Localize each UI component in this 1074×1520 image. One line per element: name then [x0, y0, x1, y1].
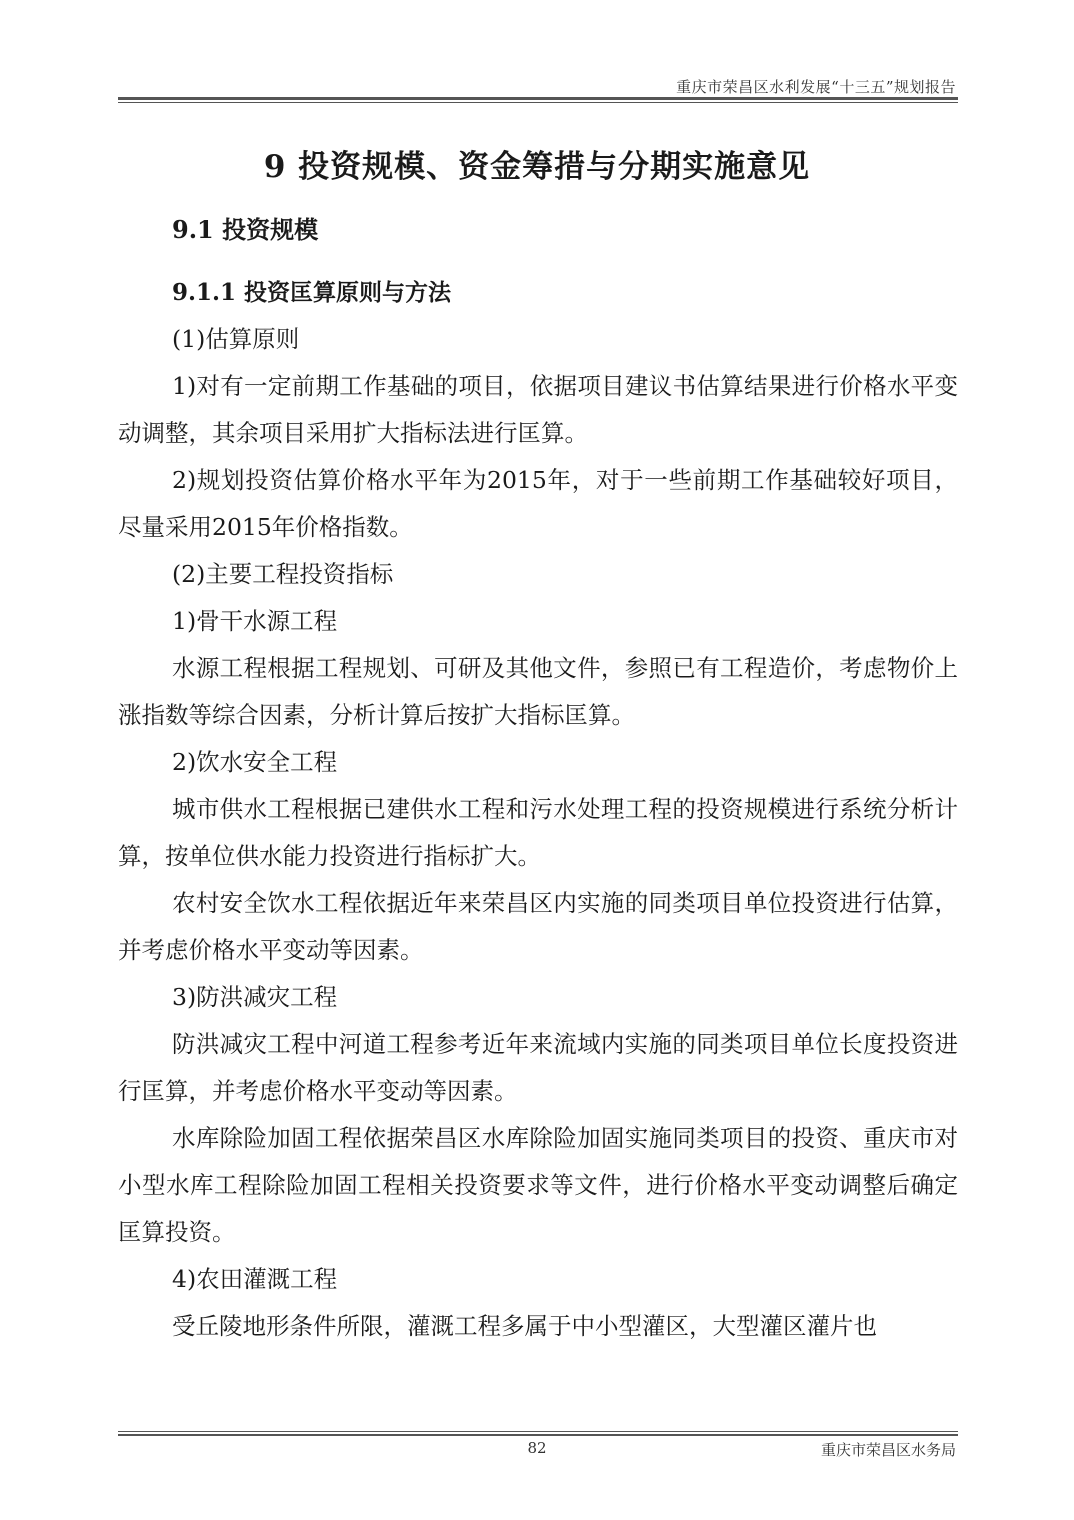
paragraph: (1)估算原则 [172, 325, 300, 353]
footer-rule-thick [118, 1434, 958, 1436]
paragraph: 水源工程根据工程规划、可研及其他文件，参照已有工程造价，考虑物价上涨指数等综合因素，分析计算后按扩大指标匡算。 [118, 654, 958, 729]
paragraph: 水库除险加固工程依据荣昌区水库除险加固实施同类项目的投资、重庆市对小型水库工程除险加固工程相关投资要求等文件，进行价格水平变动调整后确定匡算投资。 [118, 1124, 958, 1246]
header-rule-thick [118, 97, 958, 100]
header-rule-thin [118, 102, 958, 103]
paragraph: 1)对有一定前期工作基础的项目，依据项目建议书估算结果进行价格水平变动调整，其余项目采用扩大指标法进行匡算。 [118, 372, 958, 447]
paragraph: (2)主要工程投资指标 [172, 560, 394, 588]
running-header: 重庆市荣昌区水利发展“十三五”规划报告 [676, 78, 956, 96]
paragraph: 防洪减灾工程中河道工程参考近年来流域内实施的同类项目单位长度投资进行匡算，并考虑价格水平变动等因素。 [118, 1030, 958, 1105]
section-title: 9.1 投资规模 [172, 215, 319, 244]
body-text [118, 316, 958, 1350]
paragraph: 1)骨干水源工程 [172, 607, 338, 635]
paragraph: 2)饮水安全工程 [172, 748, 338, 776]
page-number: 82 [527, 1439, 547, 1457]
paragraph: 受丘陵地形条件所限，灌溉工程多属于中小型灌区，大型灌区灌片也 [172, 1312, 877, 1340]
paragraph: 2)规划投资估算价格水平年为2015年，对于一些前期工作基础较好项目，尽量采用2015年价格指数。 [118, 466, 958, 541]
paragraph: 农村安全饮水工程依据近年来荣昌区内实施的同类项目单位投资进行估算，并考虑价格水平变动等因素。 [118, 889, 958, 964]
footer-organization: 重庆市荣昌区水务局 [820, 1441, 956, 1459]
subsection-title: 9.1.1 投资匡算原则与方法 [172, 279, 452, 306]
footer-rule-thin [118, 1431, 958, 1432]
paragraph: 城市供水工程根据已建供水工程和污水处理工程的投资规模进行系统分析计算，按单位供水能力投资进行指标扩大。 [118, 795, 958, 870]
chapter-title: 9 投资规模、资金筹措与分期实施意见 [263, 149, 811, 185]
paragraph: 3)防洪减灾工程 [172, 983, 338, 1011]
paragraph: 4)农田灌溉工程 [172, 1265, 338, 1293]
